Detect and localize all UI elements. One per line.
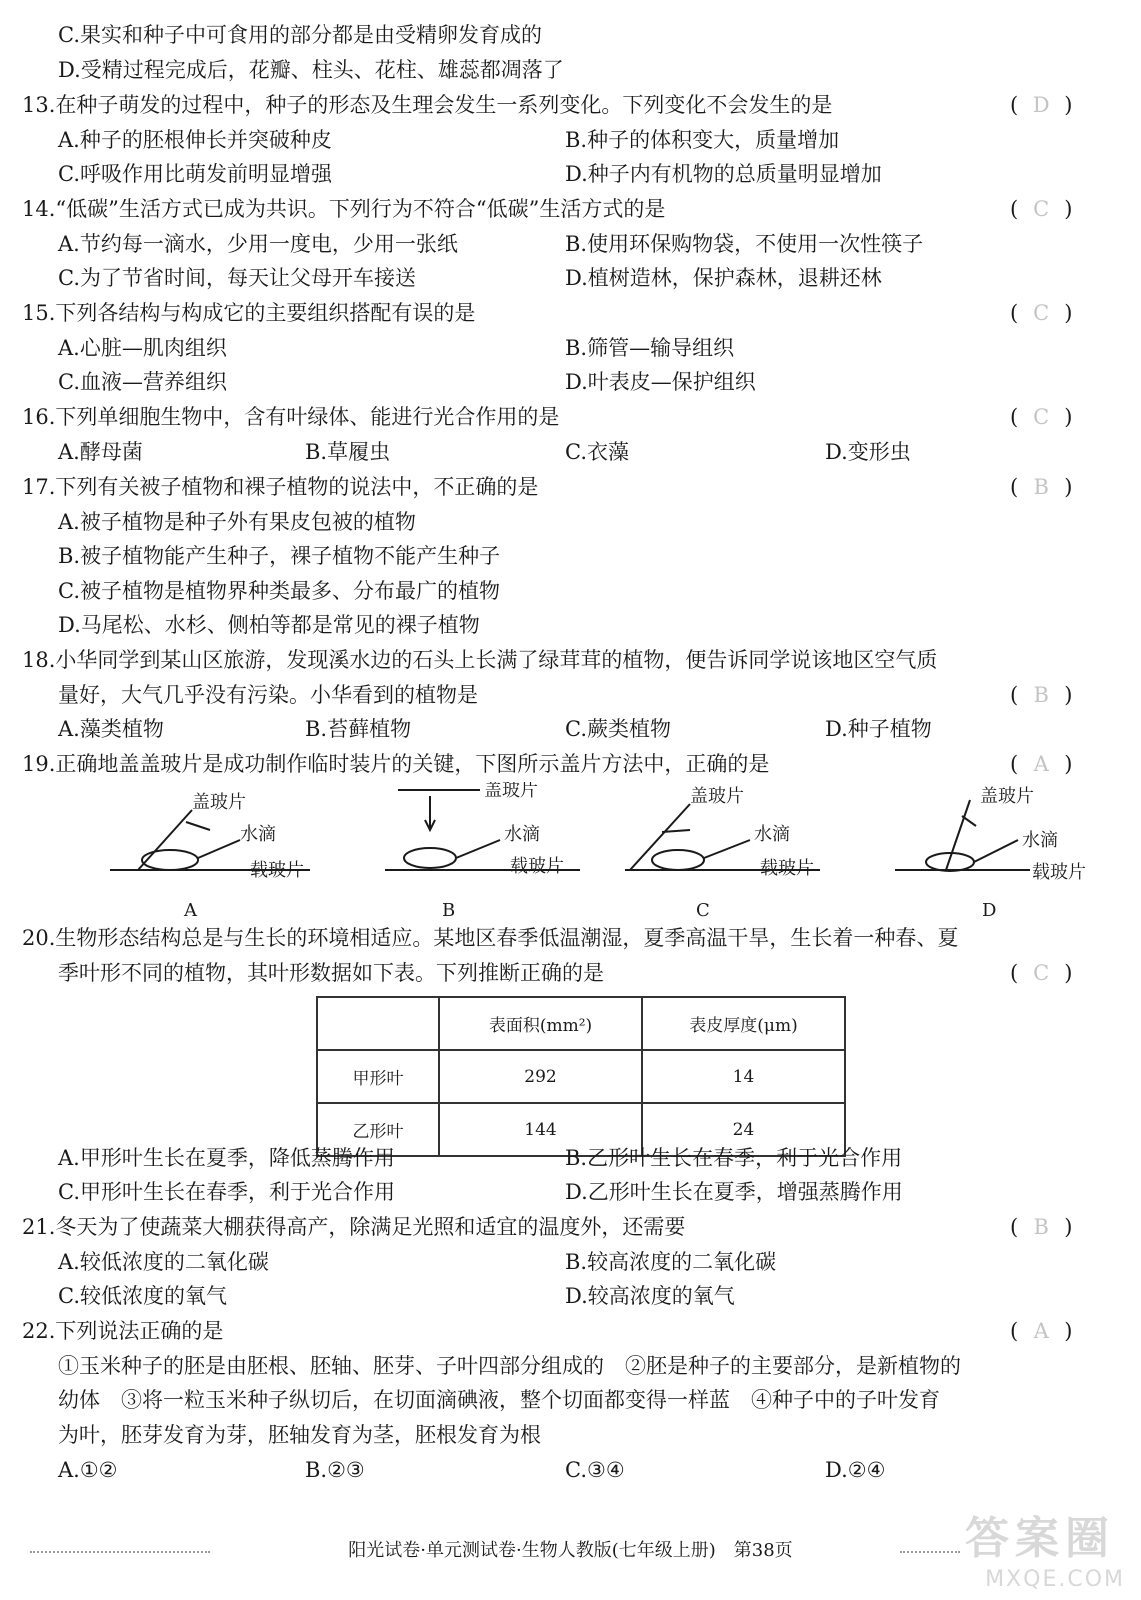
q16-option-d: D.变形虫 bbox=[825, 440, 911, 464]
question-21-answer: ( B ) bbox=[1010, 1215, 1075, 1239]
table-header-cell: 表面积(mm²) bbox=[439, 997, 642, 1050]
fig-b-cover-label: 盖玻片 bbox=[484, 782, 538, 801]
watermark-logo bbox=[875, 1502, 1125, 1592]
q21-option-d: D.较高浓度的氧气 bbox=[565, 1284, 735, 1308]
table-cell: 14 bbox=[642, 1050, 845, 1103]
fig-d-cover-label: 盖玻片 bbox=[980, 786, 1034, 807]
table-header-row bbox=[317, 997, 845, 1050]
question-20-stem-line2: 季叶形不同的植物，其叶形数据如下表。下列推断正确的是 bbox=[58, 961, 604, 985]
question-16-stem: 16.下列单细胞生物中，含有叶绿体、能进行光合作用的是 bbox=[22, 405, 560, 429]
q22-statement-line3: 为叶，胚芽发育为芽，胚轴发育为茎，胚根发育为根 bbox=[58, 1423, 541, 1447]
q22-statement-line1: ①玉米种子的胚是由胚根、胚轴、胚芽、子叶四部分组成的 ②胚是种子的主要部分，是新植物的 bbox=[58, 1354, 961, 1378]
question-19-answer: ( A ) bbox=[1010, 752, 1075, 776]
fig-c-cover-label: 盖玻片 bbox=[690, 786, 744, 807]
q15-option-b: B.筛管—输导组织 bbox=[565, 336, 735, 360]
q15-option-c: C.血液—营养组织 bbox=[58, 370, 227, 394]
table-cell: 24 bbox=[642, 1103, 845, 1156]
q13-option-d: D.种子内有机物的总质量明显增加 bbox=[565, 162, 882, 186]
question-22-stem: 22.下列说法正确的是 bbox=[22, 1319, 224, 1343]
question-17-answer: ( B ) bbox=[1010, 475, 1075, 499]
q17-option-d: D.马尾松、水杉、侧柏等都是常见的裸子植物 bbox=[58, 613, 480, 637]
q22-option-c: C.③④ bbox=[565, 1458, 625, 1482]
fig-b-slide-label: 载玻片 bbox=[510, 856, 564, 877]
q21-option-a: A.较低浓度的二氧化碳 bbox=[58, 1250, 269, 1274]
q18-option-b: B.苔藓植物 bbox=[305, 717, 412, 741]
q14-option-c: C.为了节省时间，每天让父母开车接送 bbox=[58, 266, 416, 290]
coverslip-figure bbox=[100, 782, 1090, 922]
question-16-answer: ( C ) bbox=[1010, 405, 1075, 429]
fig-d-drop-label: 水滴 bbox=[1022, 830, 1058, 851]
q13-option-c: C.呼吸作用比萌发前明显增强 bbox=[58, 162, 332, 186]
q14-option-a: A.节约每一滴水，少用一度电，少用一张纸 bbox=[58, 232, 458, 256]
question-18-answer: ( B ) bbox=[1010, 683, 1075, 707]
q22-option-b: B.②③ bbox=[305, 1458, 365, 1482]
question-21-stem: 21.冬天为了使蔬菜大棚获得高产，除满足光照和适宜的温度外，还需要 bbox=[22, 1215, 686, 1239]
table-row bbox=[317, 1050, 845, 1103]
fig-c-letter: C bbox=[696, 900, 710, 921]
q18-option-a: A.藻类植物 bbox=[58, 717, 164, 741]
fig-a-letter: A bbox=[184, 900, 197, 921]
q13-option-b: B.种子的体积变大，质量增加 bbox=[565, 128, 840, 152]
fig-b-drop-label: 水滴 bbox=[504, 824, 540, 845]
question-20-answer: ( C ) bbox=[1010, 961, 1075, 985]
question-22-answer: ( A ) bbox=[1010, 1319, 1075, 1343]
q16-option-b: B.草履虫 bbox=[305, 440, 391, 464]
table-header-cell: 表皮厚度(μm) bbox=[642, 997, 845, 1050]
q17-option-c: C.被子植物是植物界种类最多、分布最广的植物 bbox=[58, 579, 500, 603]
fig-a-drop-label: 水滴 bbox=[240, 824, 276, 845]
q17-option-a: A.被子植物是种子外有果皮包被的植物 bbox=[58, 510, 416, 534]
question-13-stem: 13.在种子萌发的过程中，种子的形态及生理会发生一系列变化。下列变化不会发生的是 bbox=[22, 93, 833, 117]
fig-b-letter: B bbox=[442, 900, 456, 921]
table-cell: 乙形叶 bbox=[317, 1103, 439, 1156]
q22-statement-line2: 幼体 ③将一粒玉米种子纵切后，在切面滴碘液，整个切面都变得一样蓝 ④种子中的子叶发育 bbox=[58, 1388, 940, 1412]
q18-option-c: C.蕨类植物 bbox=[565, 717, 671, 741]
question-15-stem: 15.下列各结构与构成它的主要组织搭配有误的是 bbox=[22, 301, 476, 325]
q13-option-a: A.种子的胚根伸长并突破种皮 bbox=[58, 128, 332, 152]
q20-option-b: B.乙形叶生长在春季，利于光合作用 bbox=[565, 1146, 903, 1170]
q17-option-b: B.被子植物能产生种子，裸子植物不能产生种子 bbox=[58, 544, 501, 568]
table-cell: 甲形叶 bbox=[317, 1050, 439, 1103]
q16-option-a: A.酵母菌 bbox=[58, 440, 143, 464]
question-20-stem-line1: 20.生物形态结构总是与生长的环境相适应。某地区春季低温潮湿，夏季高温干旱，生长着一种春、夏 bbox=[22, 926, 959, 950]
question-13-answer: ( D ) bbox=[1010, 93, 1075, 117]
leaf-data-table bbox=[316, 996, 846, 1157]
table-cell: 144 bbox=[439, 1103, 642, 1156]
table-header-cell bbox=[317, 997, 439, 1050]
table-cell: 292 bbox=[439, 1050, 642, 1103]
q20-option-c: C.甲形叶生长在春季，利于光合作用 bbox=[58, 1180, 395, 1204]
q18-option-d: D.种子植物 bbox=[825, 717, 932, 741]
fig-a-cover-label: 盖玻片 bbox=[192, 792, 246, 813]
q15-option-d: D.叶表皮—保护组织 bbox=[565, 370, 756, 394]
question-18-stem-line2: 量好，大气几乎没有污染。小华看到的植物是 bbox=[58, 683, 478, 707]
question-17-stem: 17.下列有关被子植物和裸子植物的说法中，不正确的是 bbox=[22, 475, 539, 499]
fig-d-letter: D bbox=[982, 900, 997, 921]
fig-a-slide-label: 载玻片 bbox=[250, 860, 304, 881]
q20-option-d: D.乙形叶生长在夏季，增强蒸腾作用 bbox=[565, 1180, 903, 1204]
fig-d-slide-label: 载玻片 bbox=[1032, 862, 1086, 883]
fig-c-drop-label: 水滴 bbox=[754, 824, 790, 845]
q22-option-a: A.①② bbox=[58, 1458, 118, 1482]
question-14-stem: 14.“低碳”生活方式已成为共识。下列行为不符合“低碳”生活方式的是 bbox=[22, 197, 666, 221]
footer-divider-left bbox=[30, 1551, 210, 1553]
q21-option-b: B.较高浓度的二氧化碳 bbox=[565, 1250, 777, 1274]
prev-option-c: C.果实和种子中可食用的部分都是由受精卵发育成的 bbox=[58, 23, 542, 47]
watermark-text-url: MXQE.COM bbox=[985, 1567, 1125, 1592]
question-14-answer: ( C ) bbox=[1010, 197, 1075, 221]
footer-text: 阳光试卷·单元测试卷·生物人教版(七年级上册) 第38页 bbox=[348, 1540, 793, 1561]
question-19-stem: 19.正确地盖盖玻片是成功制作临时装片的关键，下图所示盖片方法中，正确的是 bbox=[22, 752, 770, 776]
question-18-stem-line1: 18.小华同学到某山区旅游，发现溪水边的石头上长满了绿茸茸的植物，便告诉同学说该地区空气质 bbox=[22, 648, 938, 672]
q14-option-b: B.使用环保购物袋，不使用一次性筷子 bbox=[565, 232, 924, 256]
q21-option-c: C.较低浓度的氧气 bbox=[58, 1284, 227, 1308]
q20-option-a: A.甲形叶生长在夏季，降低蒸腾作用 bbox=[58, 1146, 395, 1170]
q16-option-c: C.衣藻 bbox=[565, 440, 629, 464]
watermark-text-main: 答案圈 bbox=[965, 1513, 1115, 1564]
q22-option-d: D.②④ bbox=[825, 1458, 886, 1482]
q14-option-d: D.植树造林，保护森林，退耕还林 bbox=[565, 266, 882, 290]
q15-option-a: A.心脏—肌肉组织 bbox=[58, 336, 227, 360]
fig-c-slide-label: 载玻片 bbox=[760, 858, 814, 879]
question-15-answer: ( C ) bbox=[1010, 301, 1075, 325]
prev-option-d: D.受精过程完成后，花瓣、柱头、花柱、雄蕊都凋落了 bbox=[58, 58, 564, 82]
